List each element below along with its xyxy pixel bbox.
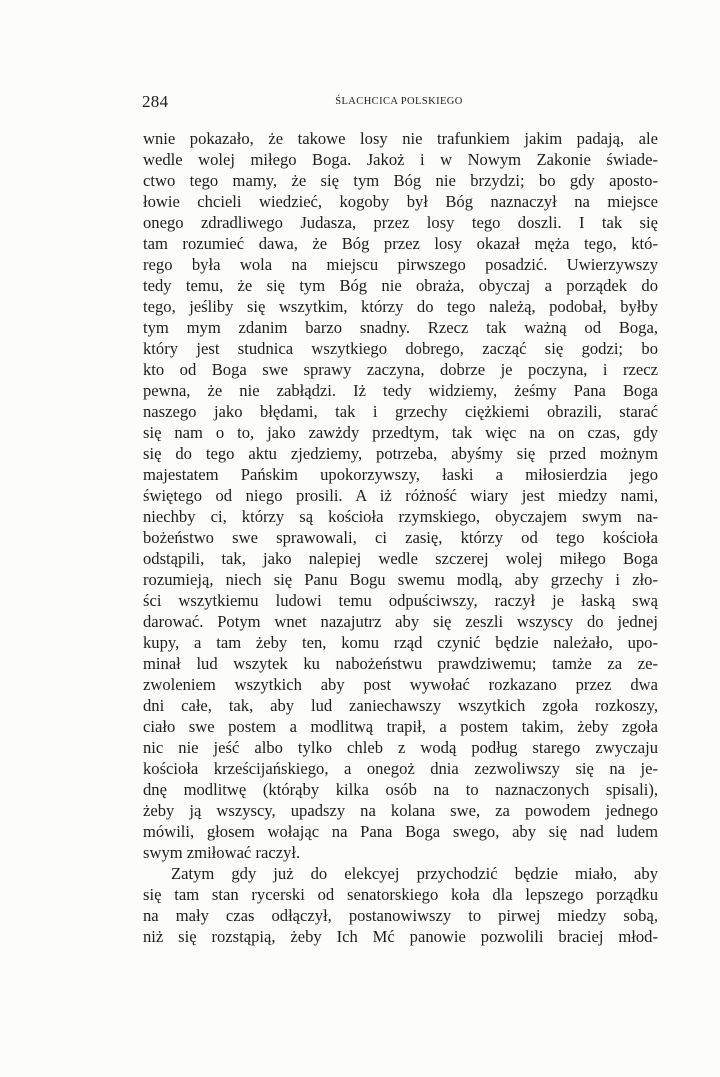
text-line: wnie pokazało, że takowe losy nie trafunkiem jakim padają, ale (143, 129, 658, 148)
text-line: darować. Potym wnet nazajutrz aby się zeszli wszyscy do jednej (143, 612, 658, 631)
text-line: na mały czas odłączył, postanowiwszy to pirwej miedzy sobą, (143, 906, 658, 925)
text-line: się nam o to, jako zawżdy przedtym, tak więc na on czas, gdy (143, 423, 658, 442)
text-line: naszego jako błędami, tak i grzechy ciężkiemi obrazili, starać (143, 402, 658, 421)
text-line: bożeństwo swe sprawowali, ci zasię, którzy od tego kościoła (143, 528, 658, 547)
text-line: nic nie jeść albo tylko chleb z wodą podług starego zwyczaju (143, 738, 658, 757)
text-line: się tam stan rycerski od senatorskiego koła dla lepszego porządku (143, 885, 658, 904)
text-line: ctwo tego mamy, że się tym Bóg nie brzydzi; bo gdy aposto- (143, 171, 658, 190)
text-line: mówili, głosem wołając na Pana Boga swego, aby się nad ludem (143, 822, 658, 841)
text-line: świętego od niego prosili. A iż różność wiary jest miedzy nami, (143, 486, 658, 505)
text-line: tedy temu, że się tym Bóg nie obraża, obyczaj a porządek do (143, 276, 658, 295)
text-line: się do tego aktu zjedziemy, potrzeba, abyśmy się przed możnym (143, 444, 658, 463)
text-line: który jest studnica wszytkiego dobrego, zacząć się godzi; bo (143, 339, 658, 358)
text-line: kto od Boga swe sprawy zaczyna, dobrze je poczyna, i rzecz (143, 360, 658, 379)
text-line: kupy, a tam żeby ten, komu rząd czynić będzie należało, upo- (143, 633, 658, 652)
text-line: tym mym zdanim barzo snadny. Rzecz tak ważną od Boga, (143, 318, 658, 337)
page-number: 284 (142, 92, 169, 111)
running-title: ŚLACHCICA POLSKIEGO (335, 96, 463, 107)
text-line: rego była wola na miejscu pirwszego posadzić. Uwierzywszy (143, 255, 658, 274)
text-line: niechby ci, którzy są kościoła rzymskiego, obyczajem swym na- (143, 507, 658, 526)
text-line: swym zmiłować raczył. (143, 843, 301, 862)
text-line: onego zdradliwego Judasza, przez losy tego doszli. I tak się (143, 213, 658, 232)
text-line: minał lud wszytek ku nabożeństwu prawdziwemu; tamże za ze- (143, 654, 658, 673)
text-line: ści wszytkiemu ludowi temu odpuściwszy, raczył je łaską swą (143, 591, 658, 610)
text-line: żeby ją wszyscy, upadszy na kolana swe, za powodem jednego (143, 801, 658, 820)
text-line: Zatym gdy już do elekcyej przychodzić będzie miało, aby (171, 864, 658, 883)
text-line: zwoleniem wszytkich aby post wywołać rozkazano przez dwa (143, 675, 658, 694)
body-text (143, 128, 658, 947)
text-line: rozumieją, niech się Panu Bogu swemu modlą, aby grzechy i zło- (143, 570, 658, 589)
text-line: dni całe, tak, aby lud zaniechawszy wszytkich zgoła rozkoszy, (143, 696, 658, 715)
text-line: majestatem Pańskim upokorzywszy, łaski a miłosierdzia jego (143, 465, 658, 484)
text-line: pewna, że nie zabłądzi. Iż tedy widziemy, żeśmy Pana Boga (143, 381, 658, 400)
text-line: kościoła krześcijańskiego, a onegoż dnia zezwoliwszy się na je- (143, 759, 658, 778)
text-line: ciało swe postem a modlitwą trapił, a postem takim, żeby zgoła (143, 717, 658, 736)
text-line: odstąpili, tak, jako nalepiej wedle szczerej wolej miłego Boga (143, 549, 658, 568)
text-line: tam rozumieć dawa, że Bóg przez losy okazał męża tego, któ- (143, 234, 658, 253)
text-line: tego, jeśliby się wszytkim, którzy do tego należą, podobał, byłby (143, 297, 658, 316)
page-header (142, 92, 656, 116)
text-line: łowie chcieli wiedzieć, kogoby był Bóg naznaczył na miejsce (143, 192, 658, 211)
text-line: wedle wolej miłego Boga. Jakoż i w Nowym Zakonie świade- (143, 150, 658, 169)
text-line: dnę modlitwę (którąby kilka osób na to naznaczonych spisali), (143, 780, 658, 799)
text-line: niż się rozstąpią, żeby Ich Mć panowie pozwolili braciej młod- (143, 927, 658, 946)
